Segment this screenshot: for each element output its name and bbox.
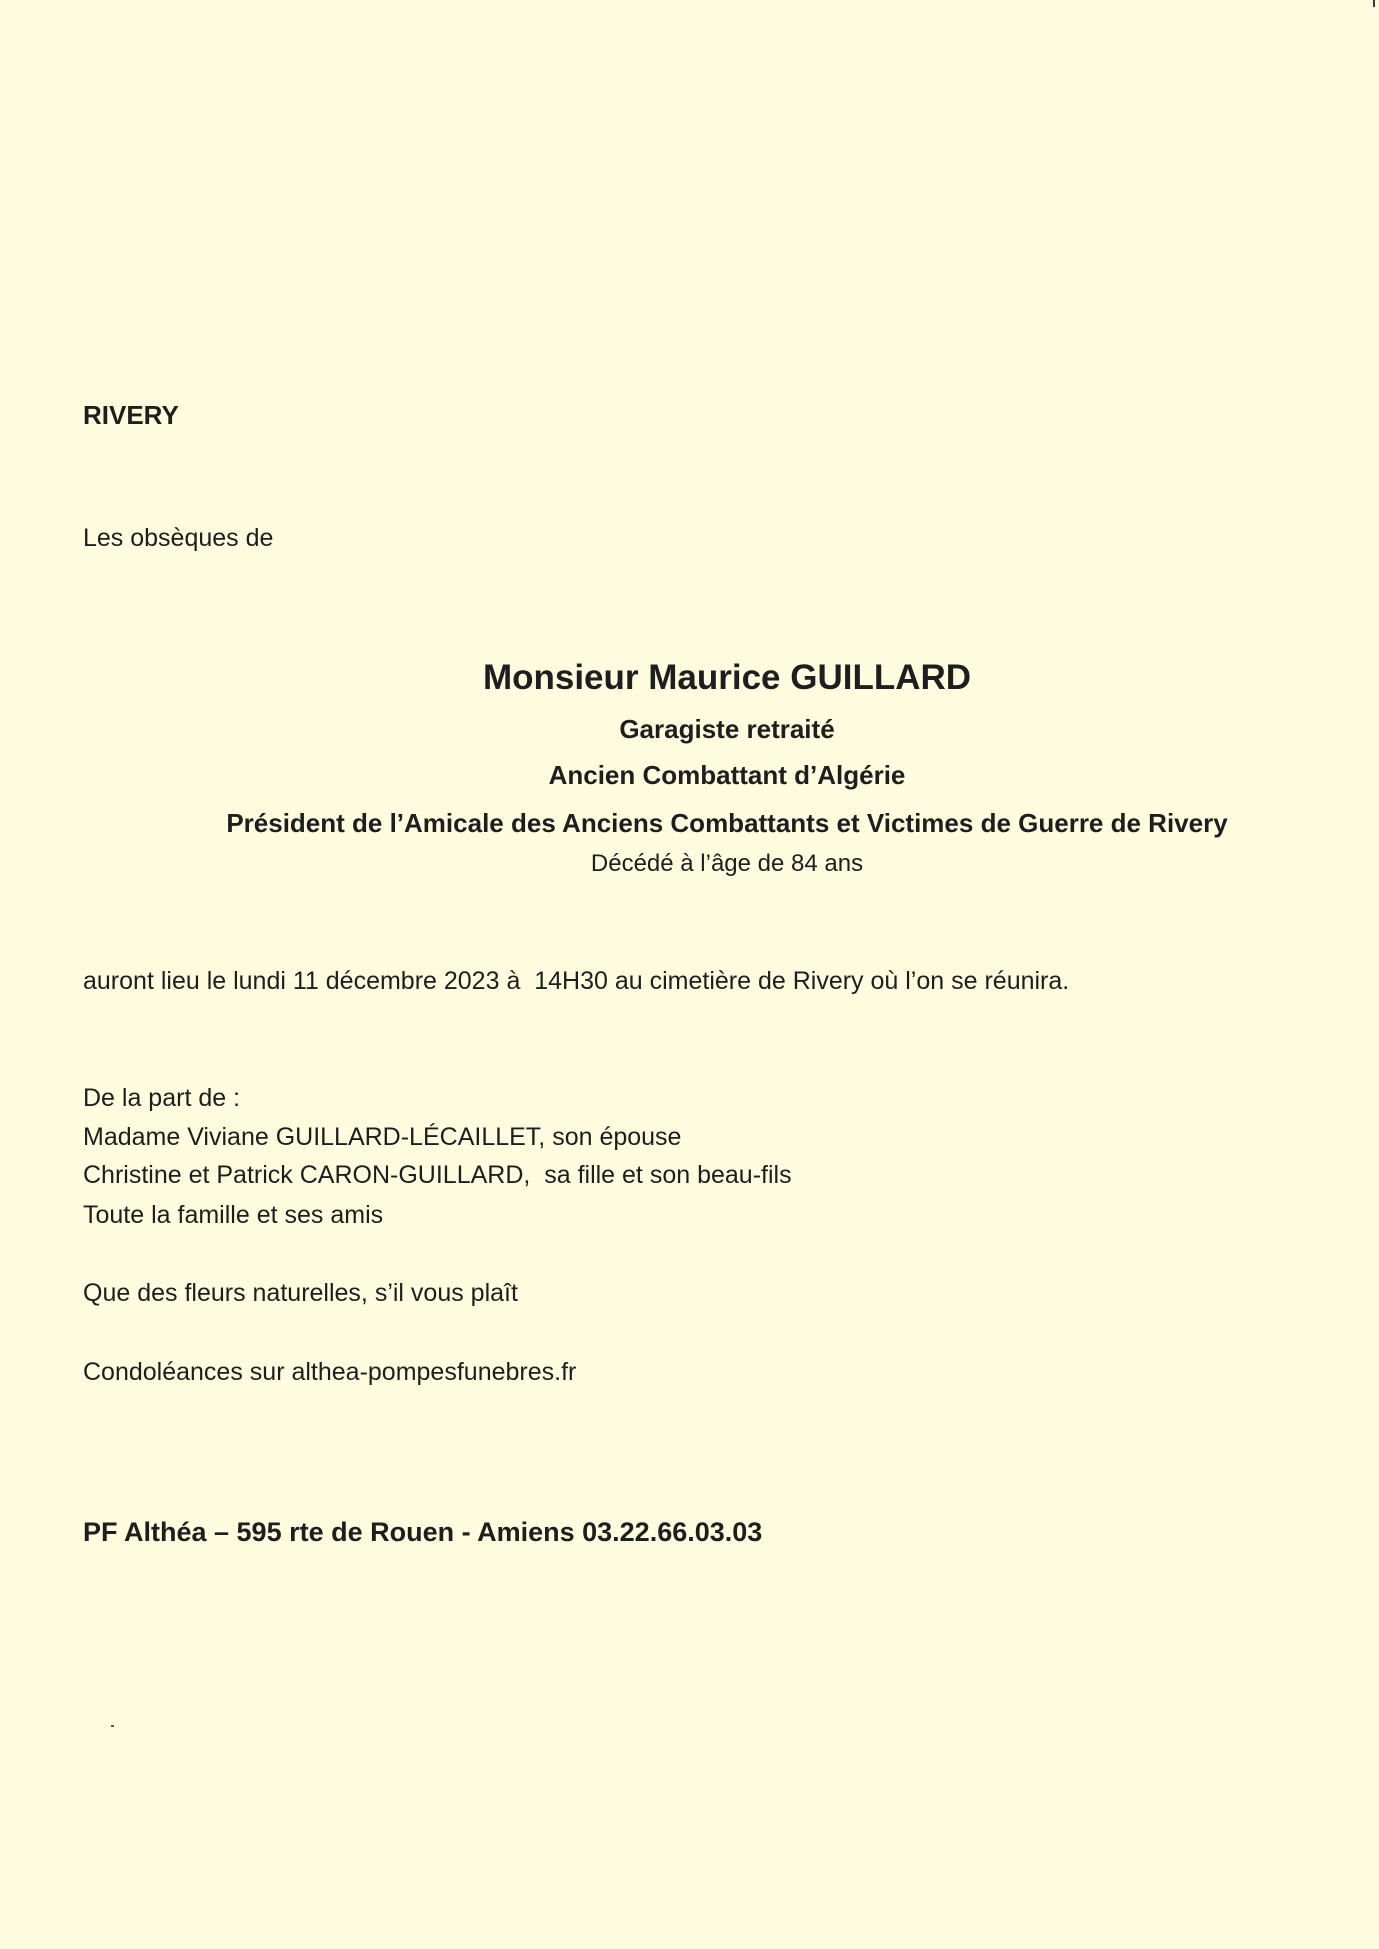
town-heading: RIVERY bbox=[83, 400, 179, 430]
ceremony-details: auront lieu le lundi 11 décembre 2023 à 14H30 au cimetière de Rivery où l’on se réunira. bbox=[83, 967, 1070, 995]
condolences-note: Condoléances sur althea-pompesfunebres.fr bbox=[83, 1358, 577, 1386]
family-and-friends: Toute la famille et ses amis bbox=[83, 1201, 384, 1229]
deceased-title-president: Président de l’Amicale des Anciens Combattants et Victimes de Guerre de Rivery bbox=[226, 808, 1228, 838]
funeral-home-contact: PF Althéa – 595 rte de Rouen - Amiens 03.22.66.03.03 bbox=[83, 1517, 763, 1547]
deceased-name: Monsieur Maurice GUILLARD bbox=[482, 658, 972, 697]
deceased-title-occupation: Garagiste retraité bbox=[619, 714, 835, 744]
family-member-daughter: Christine et Patrick CARON-GUILLARD, sa fille et son beau-fils bbox=[83, 1161, 792, 1189]
family-member-spouse: Madame Viviane GUILLARD-LÉCAILLET, son épouse bbox=[83, 1123, 682, 1151]
flowers-note: Que des fleurs naturelles, s’il vous plaît bbox=[83, 1279, 518, 1307]
scan-mark bbox=[111, 1725, 114, 1727]
deceased-age: Décédé à l’âge de 84 ans bbox=[590, 850, 864, 877]
from-heading: De la part de : bbox=[83, 1084, 241, 1112]
scan-mark bbox=[1373, 0, 1375, 7]
deceased-title-veteran: Ancien Combattant d’Algérie bbox=[548, 760, 906, 790]
intro-text: Les obsèques de bbox=[83, 524, 274, 552]
